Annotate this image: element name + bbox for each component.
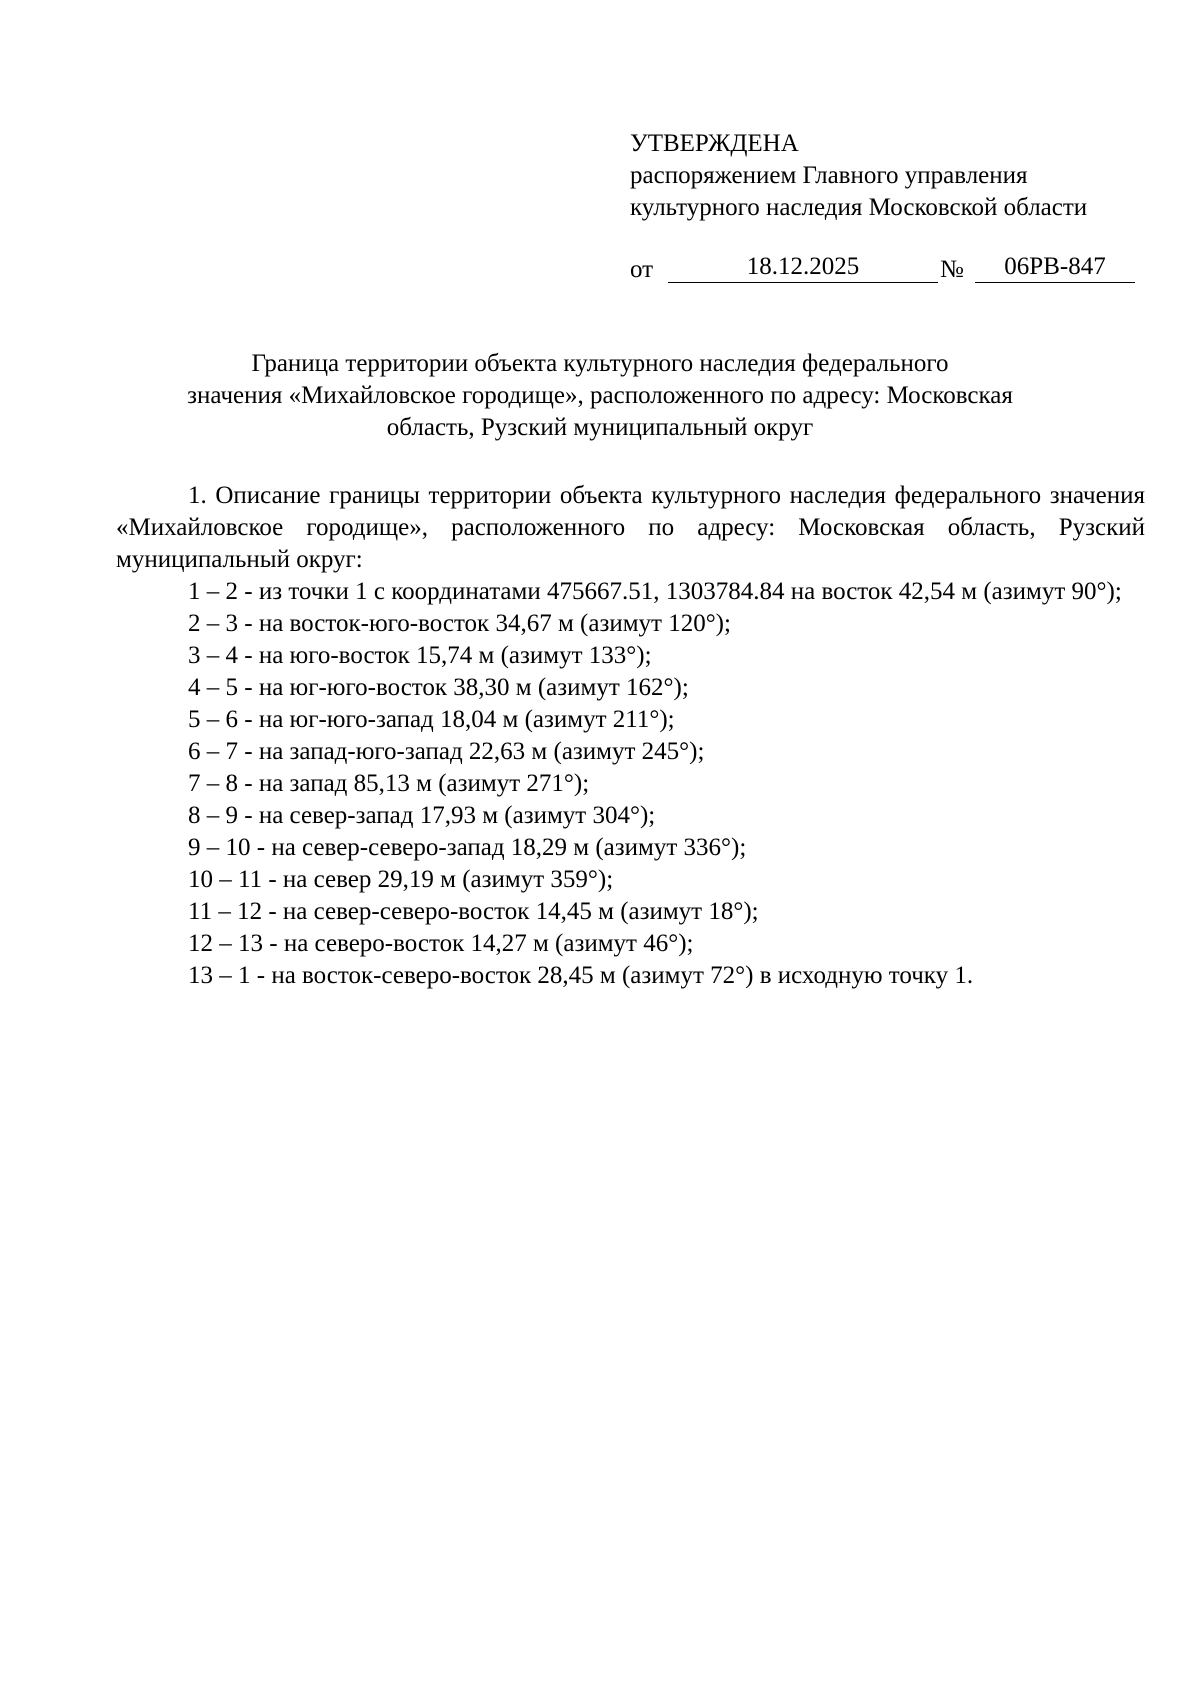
boundary-segment: 8 – 9 - на север-запад 17,93 м (азимут 304°); [188, 802, 656, 829]
boundary-segment: 2 – 3 - на восток-юго-восток 34,67 м (азимут 120°); [188, 610, 731, 637]
title-line-1: Граница территории объекта культурного наследия федерального [251, 350, 949, 377]
title-line-3: область, Рузский муниципальный округ [386, 414, 814, 441]
title-line-2: значения «Михайловское городище», расположенного по адресу: Московская [187, 382, 1013, 409]
boundary-segment: 6 – 7 - на запад-юго-запад 22,63 м (азимут 245°); [188, 738, 705, 765]
document-body [116, 480, 1145, 992]
boundary-segment-1-2: 1 – 2 - из точки 1 с координатами 475667.51, 1303784.84 на восток 42,54 м (азимут 90°); [188, 578, 1122, 605]
boundary-segment: 3 – 4 - на юго-восток 15,74 м (азимут 133°); [188, 642, 652, 669]
boundary-segment: 9 – 10 - на север-северо-запад 18,29 м (азимут 336°); [188, 834, 747, 861]
boundary-segment: 13 – 1 - на восток-северо-восток 28,45 м (азимут 72°) в исходную точку 1. [188, 962, 974, 989]
boundary-segment: 5 – 6 - на юг-юго-запад 18,04 м (азимут 211°); [188, 706, 675, 733]
approval-line-3: культурного наследия Московской области [630, 194, 1088, 221]
order-date: 18.12.2025 [668, 252, 938, 283]
boundary-description-intro: 1. Описание границы территории объекта культурного наследия федерального значения «Михайловское городище», расположенного по адресу: Московская область, Рузский муниципальный округ: [116, 482, 1145, 573]
approval-line-2: распоряжением Главного управления [630, 162, 1028, 189]
boundary-segment: 12 – 13 - на северо-восток 14,27 м (азимут 46°); [188, 930, 694, 957]
boundary-segment: 4 – 5 - на юг-юго-восток 38,30 м (азимут 162°); [188, 674, 689, 701]
boundary-segment: 10 – 11 - на север 29,19 м (азимут 359°); [188, 866, 614, 893]
document-title [120, 348, 1080, 444]
date-prefix-label: от [630, 256, 654, 283]
approval-heading: УТВЕРЖДЕНА [630, 130, 799, 157]
approval-block [630, 128, 1087, 224]
number-prefix-label: № [940, 256, 964, 283]
boundary-segment: 11 – 12 - на север-северо-восток 14,45 м (азимут 18°); [188, 898, 759, 925]
order-number: 06РВ-847 [975, 252, 1135, 283]
order-dateline [630, 252, 1135, 286]
boundary-segment: 7 – 8 - на запад 85,13 м (азимут 271°); [188, 770, 590, 797]
